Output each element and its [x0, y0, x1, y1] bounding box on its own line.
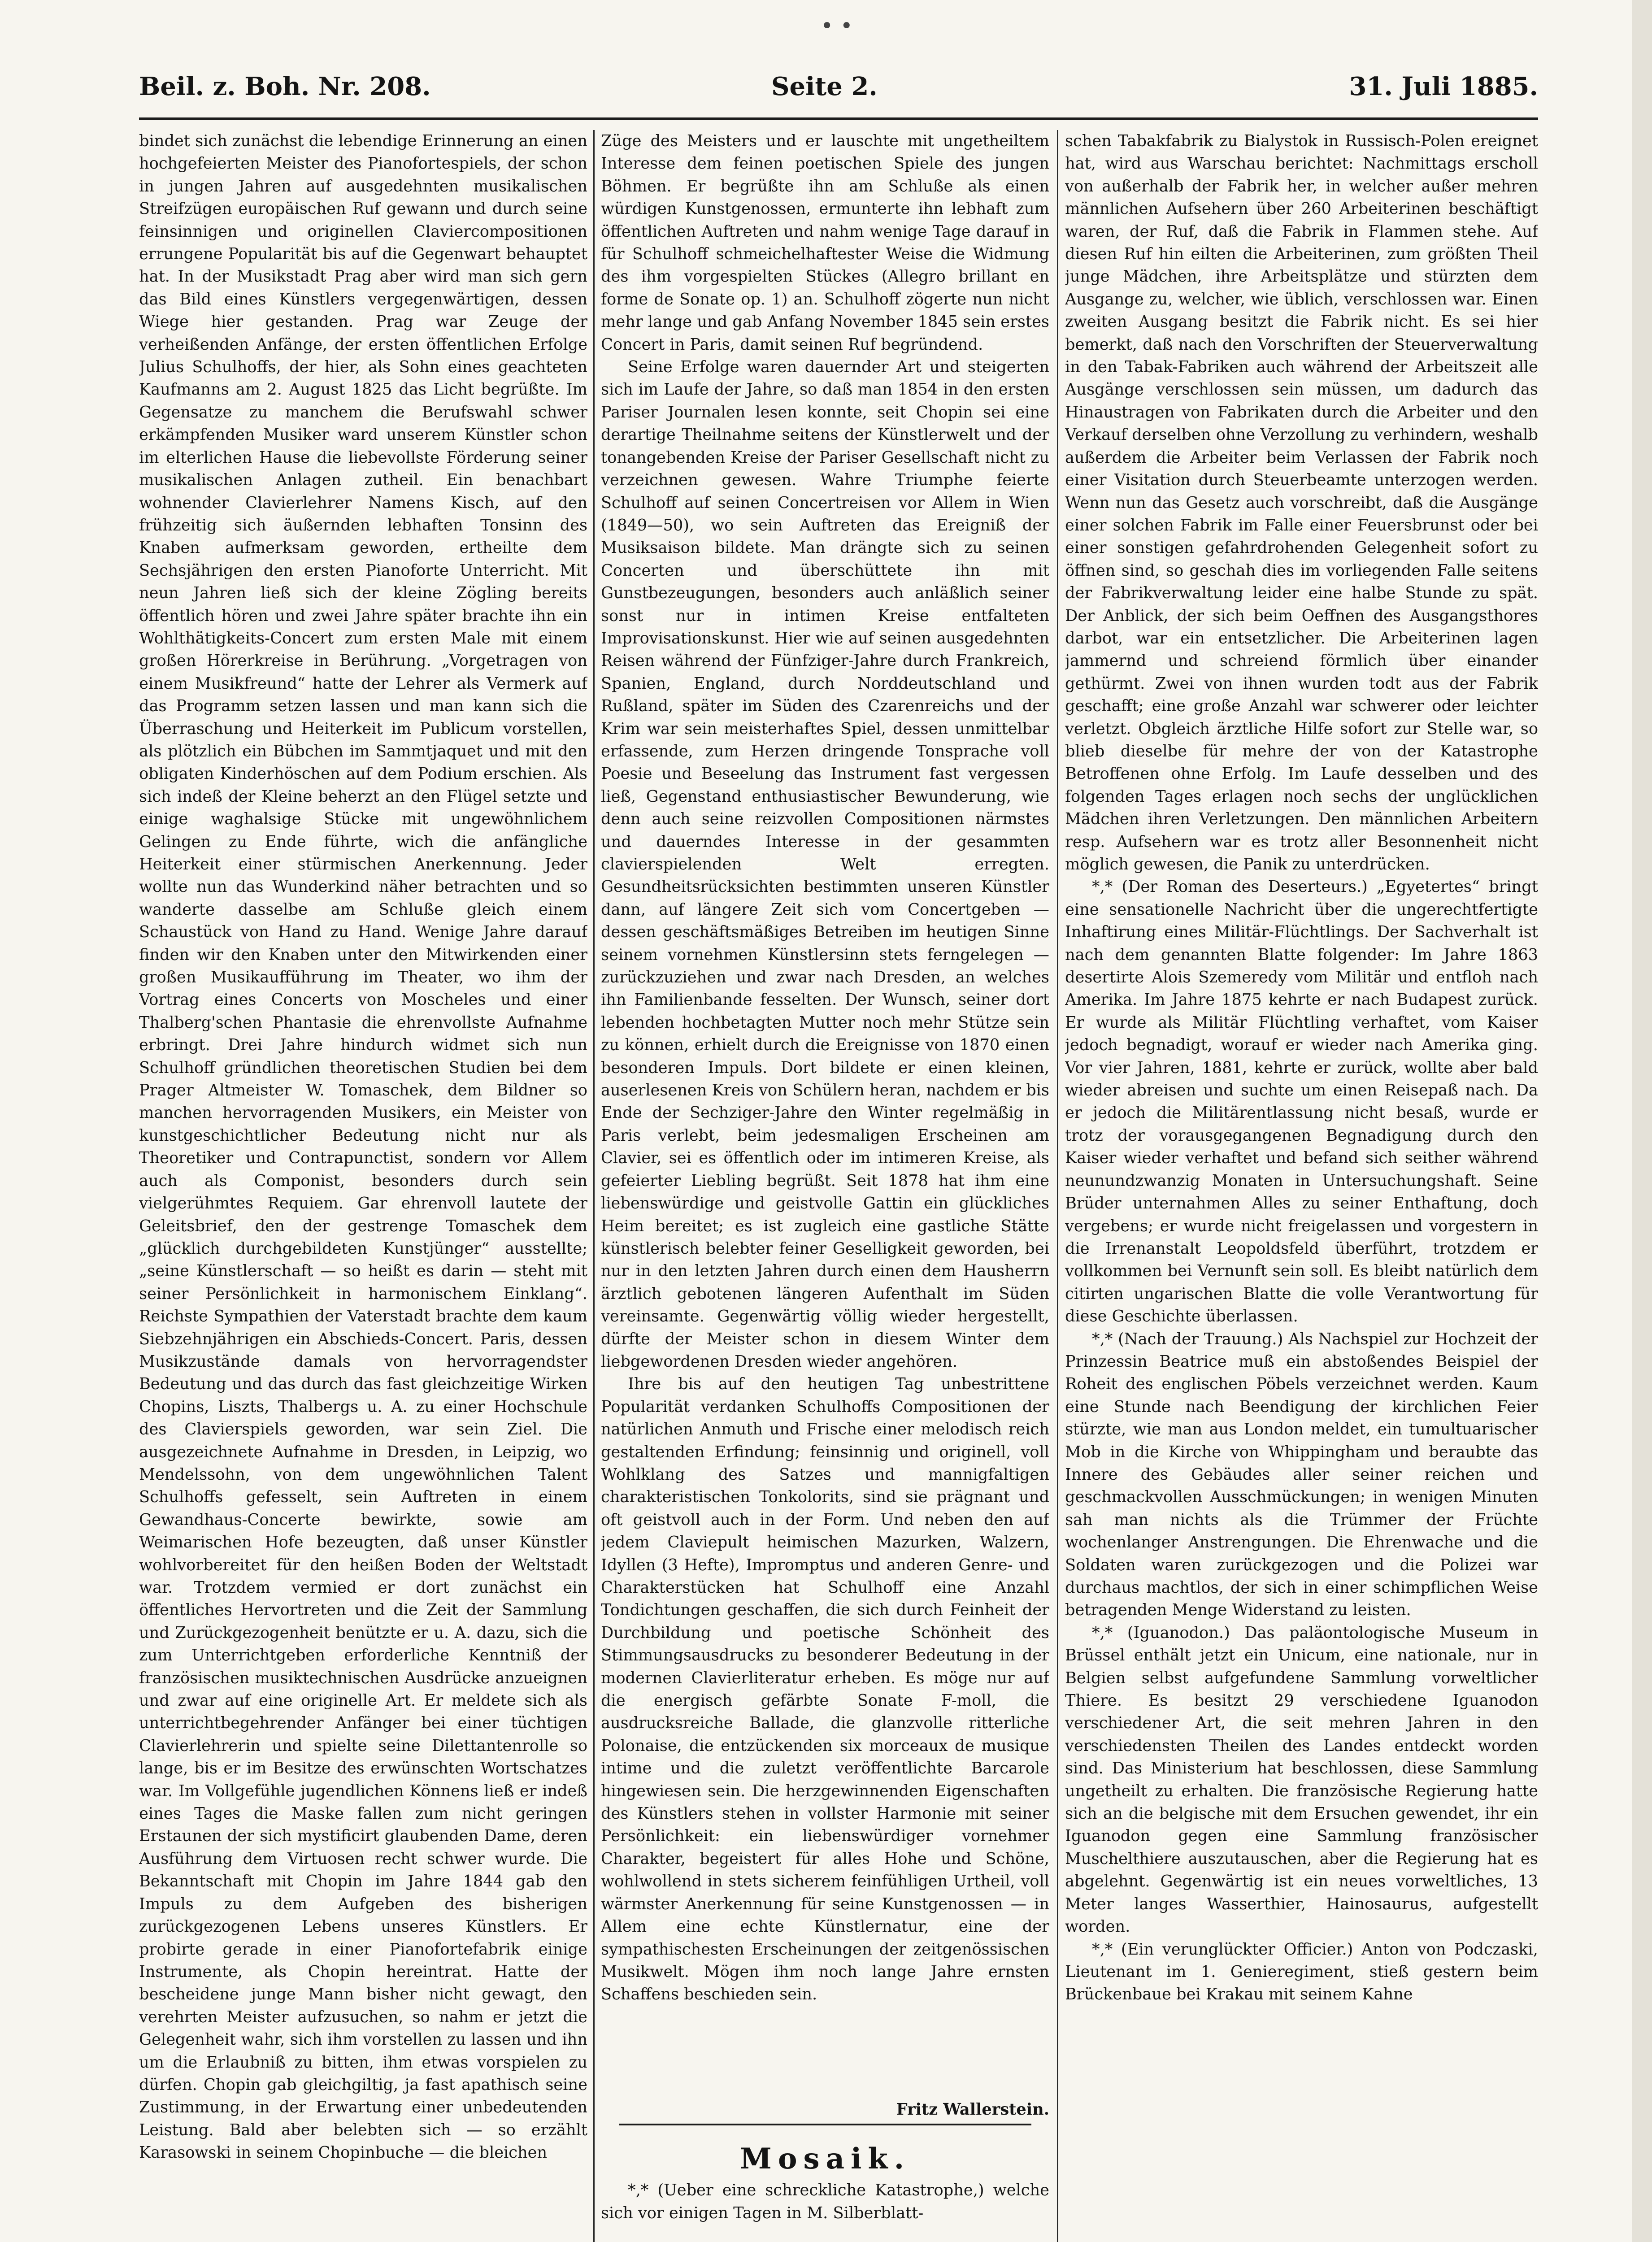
news-item-katastrophe: *,* (Ueber eine schreckliche Katastrophe,) welche sich vor einigen Tagen in M. Silberblatt-	[601, 2181, 1049, 2222]
page-header	[139, 72, 1538, 112]
paragraph: Züge des Meisters und er lauschte mit ungetheiltem Interesse dem feinen poetischen Spiele des jungen Böhmen. Er begrüßte ihn am Schluße als einen würdigen Kunstgenossen, ermunterte ihn lebhaft zum öffentlichen Auftreten und nahm wenige Tage darauf in für Schulhoff schmeichelhaftester Weise die Widmung des ihm vorgespielten Stückes (Allegro brillant en forme de Sonate op. 1) an. Schulhoff zögerte nun nicht mehr lange und gab Anfang November 1845 sein erstes Concert in Paris, damit seinen Ruf begründend.	[601, 132, 1049, 354]
scan-edge	[1632, 0, 1652, 2242]
paragraph: Seine Erfolge waren dauernder Art und steigerten sich im Laufe der Jahre, so daß man 1854 in den ersten Pariser Journalen lesen konnte, seit Chopin sei eine derartige Theilnahme seitens der Künstlerwelt und der tonangebenden Kreise der Pariser Gesellschaft nicht zu verzeichnen gewesen. Wahre Triumphe feierte Schulhoff auf seinen Concertreisen vor Allem in Wien (1849—50), wo sein Auftreten das Ereigniß der Musiksaison bildete. Man drängte sich zu seinen Concerten und überschüttete ihn mit Gunstbezeugungen, besonders auch anläßlich seiner sonst nur in intimen Kreise entfalteten Improvisationskunst. Hier wie auf seinen ausgedehnten Reisen während der Fünfziger-Jahre durch Frankreich, Spanien, England, durch Norddeutschland und Rußland, später im Süden des Czarenreichs und der Krim war sein meisterhaftes Spiel, dessen unmittelbar erfassende, zum Herzen dringende Tonsprache voll Poesie und Beseelung das Instrument fast vergessen ließ, Gegenstand enthusiastischer Bewunderung, wie denn auch seine reizvollen Compositionen närmstes und dauerndes Interesse in der gesammten clavierspielenden Welt erregten. Gesundheitsrücksichten bestimmten unseren Künstler dann, auf längere Zeit sich vom Concertgeben — dessen geschäftsmäßiges Betreiben im heutigen Sinne seinem vornehmen Künstlersinn stets ferngelegen — zurückzuziehen und zwar nach Dresden, an welches ihn Familienbande fesselten. Der Wunsch, seiner dort lebenden hochbetagten Mutter noch mehr Stütze sein zu können, erhielt durch die Ereignisse von 1870 einen besonderen Impuls. Dort bildete er einen kleinen, auserlesenen Kreis von Schülern heran, nachdem er bis Ende der Sechziger-Jahre den Winter regelmäßig in Paris verlebt, beim jedesmaligen Erscheinen am Clavier, sei es öffentlich oder im intimeren Kreise, als gefeierter Liebling begrüßt. Seit 1878 hat ihm eine liebenswürdige und geistvolle Gattin ein glückliches Heim bereitet; es ist zugleich eine gastliche Stätte künstlerisch belebter feiner Geselligkeit geworden, bei nur in den letzten Jahren durch einen dem Hausherrn ärztlich gebotenen längeren Aufenthalt im Süden vereinsamte. Gegenwärtig völlig wieder hergestellt, dürfte der Meister schon in diesem Winter dem liebgewordenen Dresden wieder angehören.	[601, 358, 1049, 1371]
column-rule-2	[1057, 130, 1058, 2242]
top-margin-mark: • •	[821, 13, 853, 39]
news-item-trauung: *,* (Nach der Trauung.) Als Nachspiel zur Hochzeit der Prinzessin Beatrice muß ein abstoßendes Beispiel der Roheit des englischen Pöbels verzeichnet werden. Kaum eine Stunde nach Beendigung der kirchlichen Feier stürzte, wie man aus London meldet, ein tumultuarischer Mob in die Kirche von Whippingham und beraubte das Innere des Gebäudes aller seiner reichen und geschmackvollen Ausschmückungen; in wenigen Minuten sah man nichts als die Trümmer der Früchte wochenlanger Anstrengungen. Die Ehrenwache und die Soldaten waren zurückgezogen und die Polizei war durchaus machtlos, der sich in einer schimpflichen Weise betragenden Menge Widerstand zu leisten.	[1065, 1330, 1538, 1620]
news-item-officier: *,* (Ein verunglückter Officier.) Anton von Podczaski, Lieutenant im 1. Genieregiment, stieß gestern beim Brückenbaue bei Krakau mit seinem Kahne	[1065, 1940, 1538, 2004]
schulhoff-article-part-1: bindet sich zunächst die lebendige Erinnerung an einen hochgefeierten Meister des Pianofortespiels, der schon in jungen Jahren auf ausgedehnten musikalischen Streifzügen europäischen Ruf gewann und durch seine feinsinnigen und originellen Claviercompositionen errungene Popularität bis auf die Gegenwart behauptet hat. In der Musikstadt Prag aber wird man sich gern das Bild eines Künstlers vergegenwärtigen, dessen Wiege hier gestanden. Prag war Zeuge der verheißenden Anfänge, der ersten öffentlichen Erfolge Julius Schulhoffs, der hier, als Sohn eines geachteten Kaufmanns am 2. August 1825 das Licht begrüßte. Im Gegensatze zu manchem die Berufswahl schwer erkämpfenden Musiker ward unserem Künstler schon im elterlichen Hause die liebevollste Förderung seiner musikalischen Anlagen zutheil. Ein benachbart wohnender Clavierlehrer Namens Kisch, auf den frühzeitig sich äußernden lebhaften Tonsinn des Knaben aufmerksam geworden, ertheilte dem Sechsjährigen den ersten Pianoforte Unterricht. Mit neun Jahren ließ sich der kleine Zögling bereits öffentlich hören und zwei Jahre später brachte ihn ein Wohlthätigkeits-Concert zum ersten Male mit einem großen Hörerkreise in Berührung. „Vorgetragen von einem Musikfreund“ hatte der Lehrer als Vermerk auf das Programm setzen lassen und man kann sich die Überraschung und Heiterkeit im Publicum vorstellen, als plötzlich ein Bübchen im Sammtjaquet und mit den obligaten Kinderhöschen auf dem Podium erschien. Als sich indeß der Kleine beherzt an den Flügel setzte und einige waghalsige Stücke mit ungewöhnlichem Gelingen zu Ende führte, wich die anfängliche Heiterkeit einer stürmischen Anerkennung. Jeder wollte nun das Wunderkind näher betrachten und so wanderte dasselbe am Schluße gleich einem Schaustück von Hand zu Hand. Wenige Jahre darauf finden wir den Knaben unter den Mitwirkenden einer großen Musikaufführung im Theater, wo ihm der Vortrag eines Concerts von Moscheles und einer Thalberg'schen Phantasie die ehrenvollste Aufnahme erbringt. Drei Jahre hindurch widmet sich nun Schulhoff gründlichen theoretischen Studien bei dem Prager Altmeister W. Tomaschek, dem Bildner so manchen hervorragenden Musikers, ein Meister von kunstgeschichtlicher Bedeutung nicht nur als Theoretiker und Contrapunctist, sondern vor Allem auch als Componist, besonders durch sein vielgerühmtes Requiem. Gar ehrenvoll lautete der Geleitsbrief, den der gestrenge Tomaschek dem „glücklich durchgebildeten Kunstjünger“ ausstellte; „seine Künstlerschaft — so heißt es darin — steht mit seiner Persönlichkeit in harmonischem Einklang“. Reichste Sympathien der Vaterstadt brachte dem kaum Siebzehnjährigen ein Abschieds-Concert. Paris, dessen Musikzustände damals von hervorragendster Bedeutung und das durch das fast gleichzeitige Wirken Chopins, Liszts, Thalbergs u. A. zu einer Hochschule des Clavierspiels geworden, war sein Ziel. Die ausgezeichnete Aufnahme in Dresden, in Leipzig, wo Mendelssohn, von dem ungewöhnlichen Talent Schulhoffs gefesselt, sein Auftreten in einem Gewandhaus-Concerte bewirkte, sowie am Weimarischen Hofe bezeugten, daß unser Künstler wohlvorbereitet für den heißen Boden der Weltstadt war. Trotzdem vermied er dort zunächst ein öffentliches Hervortreten und die Zeit der Sammlung und Zurückgezogenheit benützte er u. A. dazu, sich die zum Unterrichtgeben erforderliche Kenntniß der französischen musiktechnischen Ausdrücke anzueignen und zwar auf eine originelle Art. Er meldete sich als unterrichtbegehrender Anfänger bei einer tüchtigen Clavierlehrerin und spielte seine Dilettantenrolle so lange, bis er im Besitze des erwünschten Wortschatzes war. Im Vollgefühle jugendlichen Könnens ließ er indeß eines Tages die Maske fallen zum nicht geringen Erstaunen der sich mystificirt glaubenden Dame, deren Ausführung dem Virtuosen recht schwer wurde. Die Bekanntschaft mit Chopin im Jahre 1844 gab den Impuls zu dem Aufgeben des bisherigen zurückgezogenen Lebens unseres Künstlers. Er probirte gerade in einer Pianofortefabrik einige Instrumente, als Chopin hereintrat. Hatte der bescheidene junge Mann bisher nicht gewagt, den verehrten Meister aufzusuchen, so nahm er jetzt die Gelegenheit wahr, sich ihm vorstellen zu lassen und ihn um die Erlaubniß zu bitten, ihm etwas vorspielen zu dürfen. Chopin gab gleichgiltig, ja fast apathisch seine Zustimmung, in der Erwartung einer unbedeutenden Leistung. Bald aber belebten sich — so erzählt Karasowski in seinem Chopinbuche — die bleichen	[139, 132, 587, 2162]
header-date: 31. Juli 1885.	[1349, 72, 1538, 101]
news-item-iguanodon: *,* (Iguanodon.) Das paläontologische Museum in Brüssel enthält jetzt ein Unicum, eine nationale, nur in Belgien selbst aufgefundene Sammlung vorweltlicher Thiere. Es besitzt 29 verschiedene Iguanodon verschiedener Art, die seit mehren Jahren in den verschiedensten Theilen des Landes entdeckt worden sind. Das Ministerium hat beschlossen, diese Sammlung ungetheilt zu erhalten. Die französische Regierung hatte sich an die belgische mit dem Ersuchen gewendet, ihr ein Iguanodon gegen eine Sammlung französischer Muschelthiere auszutauschen, aber die Regierung hat es abgelehnt. Gegenwärtig ist ein neues vorweltliches, 13 Meter langes Wasserthier, Hainosaurus, aufgestellt worden.	[1065, 1623, 1538, 1936]
paragraph: Ihre bis auf den heutigen Tag unbestrittene Popularität verdanken Schulhoffs Compositionen der natürlichen Anmuth und Frische einer melodisch reich gestaltenden Erfindung; feinsinnig und originell, voll Wohlklang des Satzes und mannigfaltigen charakteristischen Tonkolorits, sind sie prägnant und oft geistvoll auch in der Form. Und neben den auf jedem Claviepult heimischen Mazurken, Walzern, Idyllen (3 Hefte), Impromptus und anderen Genre- und Charakterstücken hat Schulhoff eine Anzahl Tondichtungen geschaffen, die sich durch Feinheit der Durchbildung und poetische Schönheit des Stimmungsausdrucks zu besonderer Bedeutung in der modernen Clavierliteratur erheben. Es möge nur auf die energisch gefärbte Sonate F-moll, die ausdrucksreiche Ballade, die glanzvolle ritterliche Polonaise, die entzückenden six morceaux de musique intime und die zuletzt veröffentlichte Barcarole hingewiesen sein. Die herzgewinnenden Eigenschaften des Künstlers stehen in vollster Harmonie mit seiner Persönlichkeit: ein liebenswürdiger vornehmer Charakter, begeistert für alles Hohe und Schöne, wohlwollend in stets sicherem feinfühligen Urtheil, voll wärmster Anerkennung für seine Kunstgenossen — in Allem eine echte Künstlernatur, eine der sympathischesten Erscheinungen der zeitgenössischen Musikwelt. Mögen ihm noch lange Jahre ernsten Schaffens beschieden sein.	[601, 1375, 1049, 2004]
header-issue: Beil. z. Boh. Nr. 208.	[139, 72, 431, 101]
column-1	[139, 130, 587, 2242]
column-rule-1	[593, 130, 595, 2242]
news-item-katastrophe-continued: schen Tabakfabrik zu Bialystok in Russisch-Polen ereignet hat, wird aus Warschau berichtet: Nachmittags erscholl von außerhalb der Fabrik her, in welcher außer mehren männlichen Aufsehern über 260 Arbeiterinen beschäftigt waren, der Ruf, daß die Fabrik in Flammen stehe. Auf diesen Ruf hin eilten die Arbeiterinen, zum größten Theil junge Mädchen, ihre Arbeitsplätze und stürzten dem Ausgange zu, welcher, wie üblich, verschlossen war. Einen zweiten Ausgang besitzt die Fabrik nicht. Es sei hier bemerkt, daß nach den Vorschriften der Steuerverwaltung in den Tabak-Fabriken auch während der Arbeitszeit alle Ausgänge verschlossen sein müssen, um dadurch das Hinaustragen von Fabrikaten durch die Arbeiter und den Verkauf derselben ohne Verzollung zu verhindern, weshalb außerdem die Arbeiter beim Verlassen der Fabrik noch einer Visitation durch Steuerbeamte unterzogen werden. Wenn nun das Gesetz auch vorschreibt, daß die Ausgänge einer solchen Fabrik im Falle einer Feuersbrunst oder bei einer sonstigen gefahrdrohenden Gelegenheit sofort zu öffnen sind, so geschah dies im vorliegenden Falle seitens der Fabrikverwaltung leider eine halbe Stunde zu spät. Der Anblick, der sich beim Oeffnen des Ausgangsthores darbot, war ein entsetzlicher. Die Arbeiterinen lagen jammernd und schreiend förmlich über einander gethürmt. Zwei von ihnen wurden todt aus der Fabrik geschafft; eine große Anzahl war schwerer oder leichter verletzt. Obgleich ärztliche Hilfe sofort zur Stelle war, so blieb dieselbe für mehre der von der Katastrophe Betroffenen ohne Erfolg. Im Laufe desselben und des folgenden Tages erlagen noch sechs der unglücklichen Mädchen ihren Verletzungen. Den männlichen Arbeitern resp. Aufsehern war es trotz aller Besonnenheit nicht möglich gewesen, die Panik zu unterdrücken.	[1065, 132, 1538, 873]
column-2	[601, 130, 1049, 2242]
column-3	[1065, 130, 1538, 2242]
schulhoff-article-part-2	[601, 130, 1049, 2099]
news-item-deserteur: *,* (Der Roman des Deserteurs.) „Egyetertes“ bringt eine sensationelle Nachricht über die ungerechtfertigte Inhaftirung eines Militär-Flüchtlings. Der Sachverhalt ist nach dem genannten Blatte folgender: Im Jahre 1863 desertirte Alois Szemeredy vom Militär und entfloh nach Amerika. Im Jahre 1875 kehrte er nach Budapest zurück. Er wurde als Militär Flüchtling verhaftet, vom Kaiser jedoch begnadigt, worauf er wieder nach Amerika ging. Vor vier Jahren, 1881, kehrte er zurück, wollte aber bald wieder abreisen und suchte um einen Reisepaß nach. Da er jedoch die Militärentlassung nicht besaß, wurde er trotz der vorausgegangenen Begnadigung durch den Kaiser wieder verhaftet und befand sich seither während neunundzwanzig Monaten in Untersuchungshaft. Seine Brüder unternahmen Alles zu seiner Enthaftung, doch vergebens; er wurde nicht freigelassen und vorgestern in die Irrenanstalt Leopoldsfeld überführt, trotzdem er vollkommen bei Vernunft sein soll. Es bleibt natürlich dem citirten ungarischen Blatte die volle Verantwortung für diese Geschichte überlassen.	[1065, 878, 1538, 1326]
section-title-mosaik: Mosaik.	[740, 2142, 910, 2176]
section-divider	[619, 2124, 1031, 2125]
author-signature: Fritz Wallerstein.	[896, 2100, 1049, 2119]
header-rule	[139, 117, 1538, 120]
header-page-number: Seite 2.	[771, 72, 878, 101]
